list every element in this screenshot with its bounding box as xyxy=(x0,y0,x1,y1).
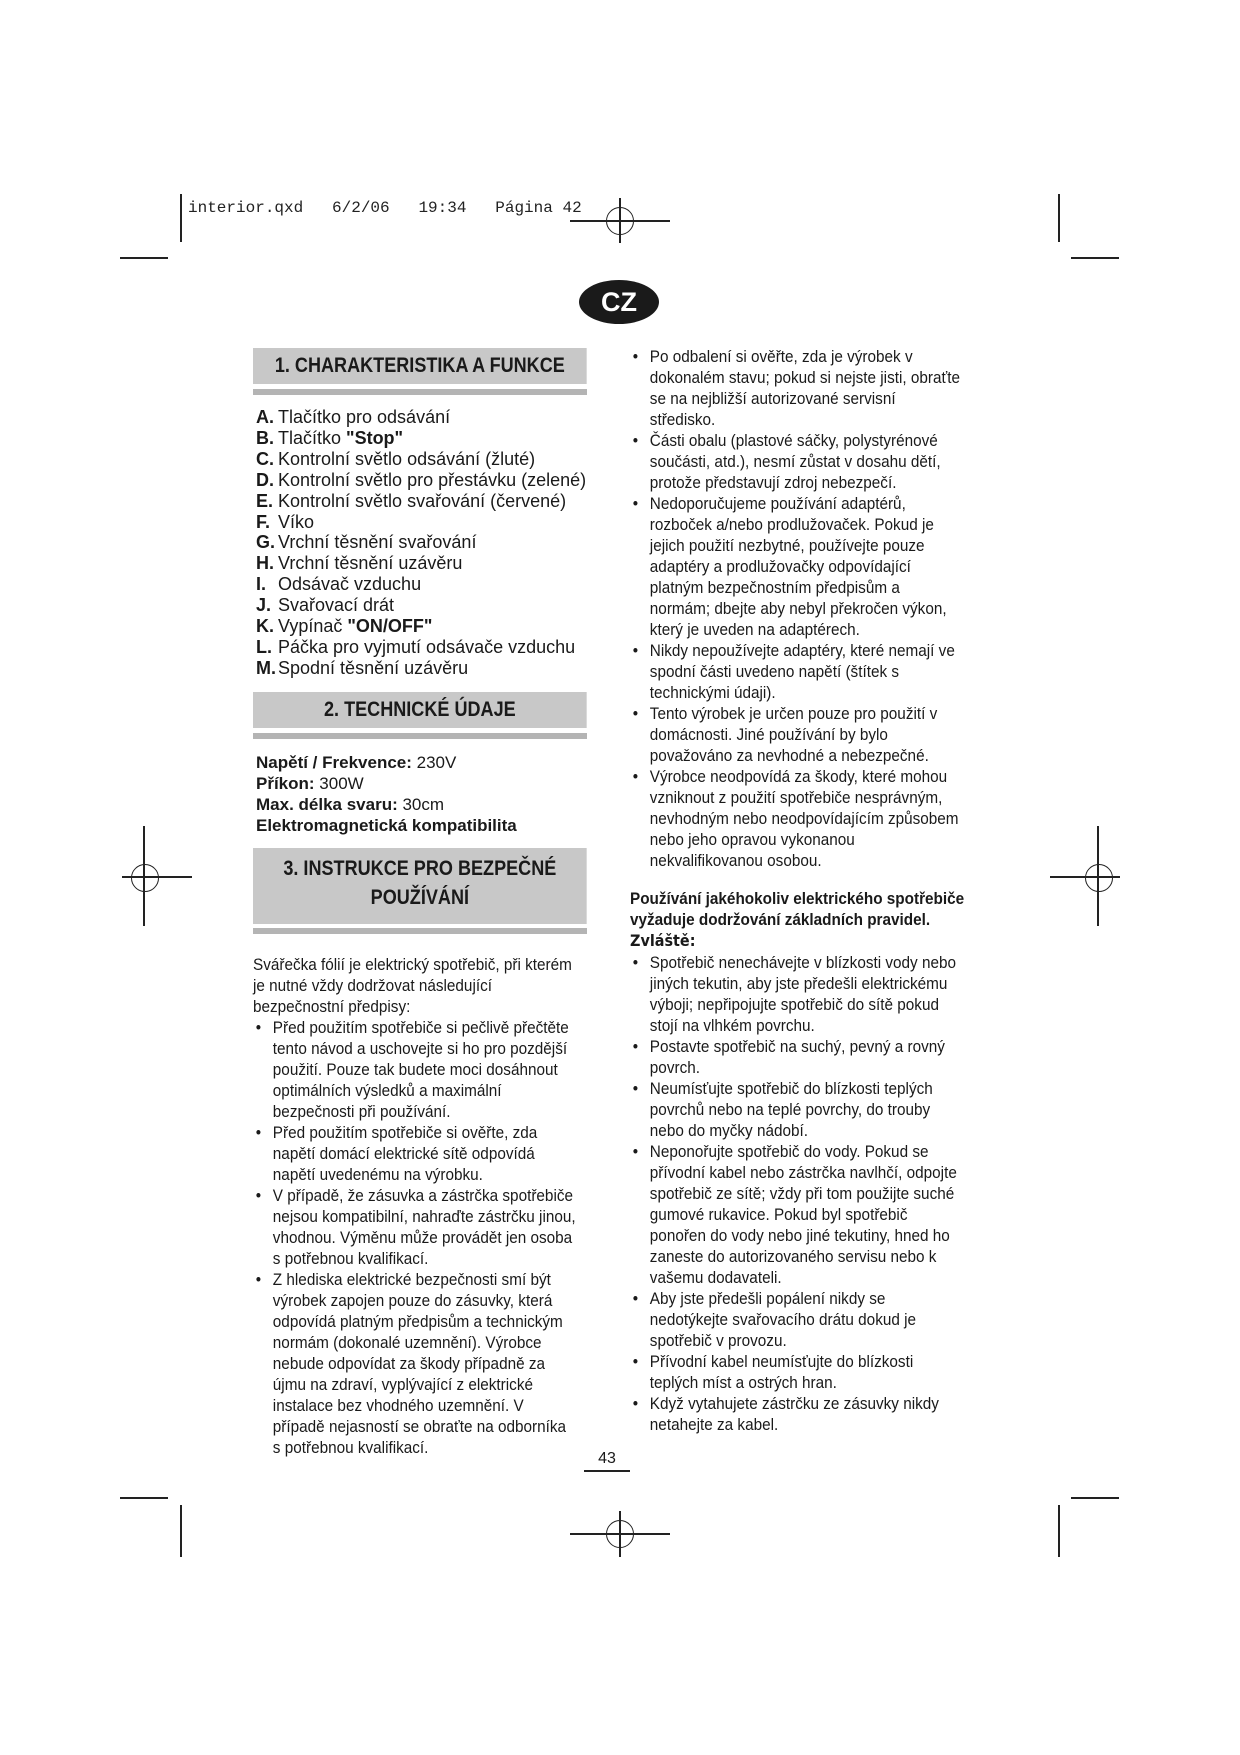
section-divider xyxy=(253,389,587,395)
list-item: • Z hlediska elektrické bezpečnosti smí být výrobek zapojen pouze do zásuvky, která odpovídá platným předpisům a technickým normám (dokonalé uzemnění). Výrobce nebude odpovídat za škody případně za újmu na zdraví, vyplývající z elektrické instalace bez vhodného uzemnění. V případě nejasností se obraťte na odborníka s potřebnou kvalifikací. xyxy=(253,1269,577,1458)
safety-list-right-bottom xyxy=(630,952,963,1435)
language-badge: CZ xyxy=(579,280,659,324)
spec-line: Max. délka svaru: 30cm xyxy=(256,795,445,814)
list-item: • Přívodní kabel neumísťujte do blízkosti teplých míst a ostrých hran. xyxy=(630,1351,963,1393)
list-item: • Neponořujte spotřebič do vody. Pokud se přívodní kabel nebo zástrčka navlhčí, odpojte spotřebič ze sítě; vždy při tom použijte suché gumové rukavice. Pokud byl spotřebič ponořen do vody nebo jiné tekutiny, hned ho zaneste do autorizovaného servisu nebo k vašemu dodavateli. xyxy=(630,1141,963,1288)
list-item: M. Spodní těsnění uzávěru xyxy=(256,657,469,678)
spec-line: Příkon: 300W xyxy=(256,774,364,793)
section-2-heading: 2. TECHNICKÉ ÚDAJE xyxy=(253,692,587,728)
list-item: D. Kontrolní světlo pro přestávku (zelené) xyxy=(256,469,587,490)
section-divider xyxy=(253,928,587,934)
section-3-heading: 3. INSTRUKCE PRO BEZPEČNÉ POUŽÍVÁNÍ xyxy=(253,848,587,924)
list-item: I. Odsávač vzduchu xyxy=(256,574,422,595)
spec-line: Napětí / Frekvence: 230V xyxy=(256,753,457,772)
slug-line: interior.qxd 6/2/06 19:34 Página 42 xyxy=(188,199,582,217)
page-number: 43 xyxy=(584,1450,630,1472)
safety-list-right-top xyxy=(630,346,963,871)
list-item: G. Vrchní těsnění svařování xyxy=(256,532,477,553)
list-item: • Aby jste předešli popálení nikdy se nedotýkejte svařovacího drátu dokud je spotřebič v provozu. xyxy=(630,1288,963,1351)
safety-list-left xyxy=(253,1017,577,1458)
list-item: • Spotřebič nenechávejte v blízkosti vody nebo jiných tekutin, aby jste předešli elektrickému výboji; nepřipojujte spotřebič do sítě pokud stojí na vlhkém povrchu. xyxy=(630,952,963,1036)
basic-rules-heading: Používání jakéhokoliv elektrického spotřebiče vyžaduje dodržování základních pravidel. Zvláště: xyxy=(630,889,965,950)
list-item: • Části obalu (plastové sáčky, polystyrénové součásti, atd.), nesmí zůstat v dosahu dětí, protože představují zdroj nebezpečí. xyxy=(630,430,963,493)
list-item: • Před použitím spotřebiče si pečlivě přečtěte tento návod a uschovejte si ho pro pozdější použití. Pouze tak budete moci dosáhnout optimálních výsledků a maximální bezpečnosti při používání. xyxy=(253,1017,577,1122)
section-divider xyxy=(253,733,587,739)
list-item: J. Svařovací drát xyxy=(256,595,395,616)
list-item: B. Tlačítko "Stop" xyxy=(256,427,404,448)
spec-line: Elektromagnetická kompatibilita xyxy=(256,816,517,835)
list-item: H. Vrchní těsnění uzávěru xyxy=(256,553,463,574)
list-item: • Když vytahujete zástrčku ze zásuvky nikdy netahejte za kabel. xyxy=(630,1393,963,1435)
list-item: • Nikdy nepoužívejte adaptéry, které nemají ve spodní části uvedeno napětí (štítek s technickými údaji). xyxy=(630,640,963,703)
list-item: • Výrobce neodpovídá za škody, které mohou vzniknout z použití spotřebiče nesprávným, nevhodným nebo neodpovídajícím způsobem nebo jeho opravou vykonanou nekvalifikovanou osobou. xyxy=(630,766,963,871)
list-item: • Neumísťujte spotřebič do blízkosti teplých povrchů nebo na teplé povrchy, do trouby nebo do myčky nádobí. xyxy=(630,1078,963,1141)
list-item: • Postavte spotřebič na suchý, pevný a rovný povrch. xyxy=(630,1036,963,1078)
technical-specs xyxy=(256,752,517,836)
section-1-heading: 1. CHARAKTERISTIKA A FUNKCE xyxy=(253,348,587,384)
list-item: • V případě, že zásuvka a zástrčka spotřebiče nejsou kompatibilní, nahraďte zástrčku jinou, vhodnou. Výměnu může provádět jen osoba s potřebnou kvalifikací. xyxy=(253,1185,577,1269)
list-item: A. Tlačítko pro odsávání xyxy=(256,407,451,427)
list-item: L. Páčka pro vyjmutí odsávače vzduchu xyxy=(256,636,576,657)
list-item: E. Kontrolní světlo svařování (červené) xyxy=(256,490,567,511)
list-item: C. Kontrolní světlo odsávání (žluté) xyxy=(256,448,536,469)
list-item: • Před použitím spotřebiče si ověřte, zda napětí domácí elektrické sítě odpovídá napětí uvedenému na výrobku. xyxy=(253,1122,577,1185)
list-item: • Po odbalení si ověřte, zda je výrobek v dokonalém stavu; pokud si nejste jisti, obraťte se na nejbližší autorizované servisní středisko. xyxy=(630,346,963,430)
list-item: F. Víko xyxy=(256,511,315,532)
safety-intro: Svářečka fólií je elektrický spotřebič, při kterém je nutné vždy dodržovat následující bezpečnostní předpisy: xyxy=(253,955,572,1016)
list-item: K. Vypínač "ON/OFF" xyxy=(256,616,433,637)
list-item: • Tento výrobek je určen pouze pro použití v domácnosti. Jiné používání by bylo považováno za nevhodné a nebezpečné. xyxy=(630,703,963,766)
component-list xyxy=(256,407,586,679)
list-item: • Nedoporučujeme používání adaptérů, rozboček a/nebo prodlužovaček. Pokud je jejich použití nezbytné, používejte pouze adaptéry a prodlužovačky odpovídající platným bezpečnostním předpisům a normám; dbejte aby nebyl překročen výkon, který je uveden na adaptérech. xyxy=(630,493,963,640)
